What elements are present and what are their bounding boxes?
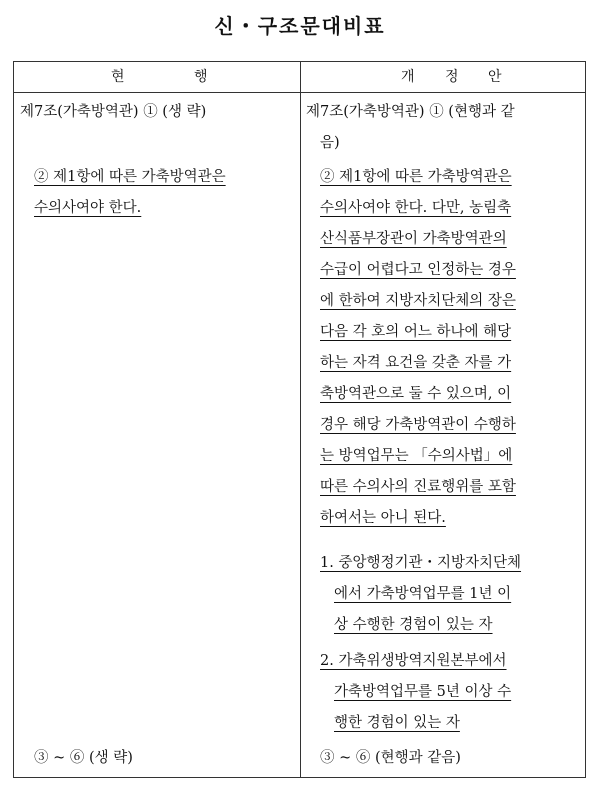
- revised-para3-6: ③ ~ ⑥ (현행과 같음): [320, 750, 461, 766]
- revised-para2-line: 에 한하여 지방자치단체의 장은: [320, 293, 516, 309]
- revised-para2-line: 하는 자격 요건을 갖춘 자를 가: [320, 355, 512, 371]
- revised-item1-line: 1. 중앙행정기관・지방자치단체: [320, 555, 522, 571]
- revised-para2-line: 따른 수의사의 진료행위를 포함: [320, 479, 516, 495]
- column-divider: [300, 62, 301, 777]
- header-current-char: 현: [111, 69, 125, 85]
- revised-item2-line: 2. 가축위생방역지원본부에서: [320, 653, 507, 669]
- revised-para2-line: 경우 해당 가축방역관이 수행하: [320, 417, 516, 433]
- revised-para2-line: ② 제1항에 따른 가축방역관은: [320, 169, 512, 185]
- header-divider: [14, 92, 585, 93]
- current-para2-line: 수의사여야 한다.: [34, 200, 142, 216]
- revised-para2-line: 수급이 어렵다고 인정하는 경우: [320, 262, 516, 278]
- revised-article-cont: 음): [320, 135, 340, 151]
- current-para3-6: ③ ~ ⑥ (생 략): [34, 750, 133, 766]
- page-title: 신・구조문대비표: [214, 14, 386, 38]
- header-revised-char: 안: [488, 69, 502, 85]
- header-current-char: 행: [194, 69, 208, 85]
- revised-para2-line: 축방역관으로 둘 수 있으며, 이: [320, 386, 512, 402]
- header-revised-char: 개: [401, 69, 415, 85]
- current-para2-line: ② 제1항에 따른 가축방역관은: [34, 169, 226, 185]
- revised-item2-line: 행한 경험이 있는 자: [334, 715, 460, 731]
- current-article: 제7조(가축방역관) ① (생 략): [20, 104, 207, 120]
- revised-item1-line: 상 수행한 경험이 있는 자: [334, 617, 493, 633]
- revised-item1-line: 에서 가축방역업무를 1년 이: [334, 586, 512, 602]
- revised-para2-line: 는 방역업무는 「수의사법」에: [320, 448, 513, 464]
- header-current: [14, 62, 300, 92]
- revised-para2-line: 산식품부장관이 가축방역관의: [320, 231, 507, 247]
- header-revised: [300, 62, 587, 92]
- revised-article: 제7조(가축방역관) ① (현행과 같: [306, 104, 515, 120]
- revised-para2-line: 수의사여야 한다. 다만, 농림축: [320, 200, 512, 216]
- revised-para2-line: 하여서는 아니 된다.: [320, 510, 446, 526]
- header-revised-char: 정: [445, 69, 459, 85]
- revised-item2-line: 가축방역업무를 5년 이상 수: [334, 684, 512, 700]
- comparison-table: [13, 61, 586, 778]
- revised-para2-line: 다음 각 호의 어느 하나에 해당: [320, 324, 512, 340]
